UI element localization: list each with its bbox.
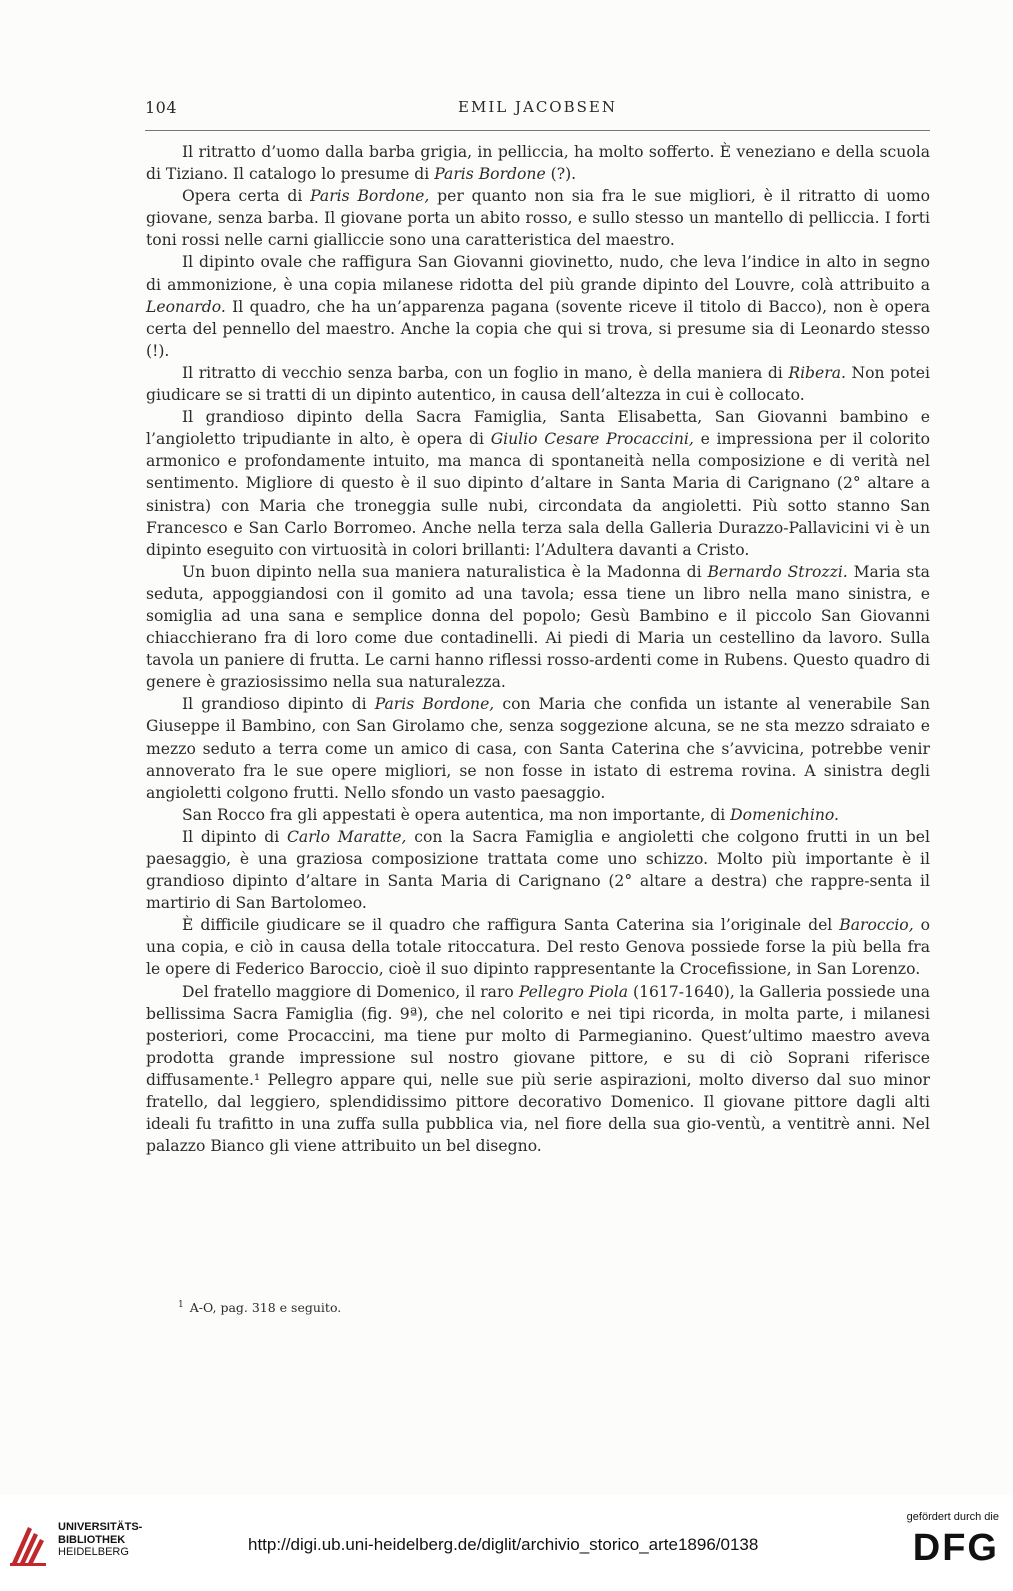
text-run: San Rocco fra gli appestati è opera autentica, ma non importante, di [182,805,731,824]
text-run: con Maria che confida un istante al venerabile San Giuseppe il Bambino, con San Girolamo che, senza soggezione alcuna, se ne sta mezzo sdraiato e mezzo seduto a terra come un amico di casa, con Santa Caterina che s’avvicina, potrebbe venir annoverato fra le sue opere migliori, se non fosse in istato di estrema rovina. A sinistra degli angioletti colgono frutti. Nello sfondo un vasto paesaggio. [146,695,930,802]
paragraph [146,406,930,561]
text-run: per quanto non sia fra le sue migliori, è il ritratto di uomo giovane, senza barba. Il giovane porta un abito rosso, e sullo stesso un mantello di pelliccia. I forti toni rossi nelle carni gialliccie sono una caratteristica del maestro. [146,187,930,250]
paragraph [146,804,930,826]
text-run: Il quadro, che ha un’apparenza pagana (sovente riceve il titolo di Bacco), non è opera certa del pennello del maestro. Anche la copia che qui si trova, si presume sia di Leonardo stesso (!). [146,297,930,360]
text-run: Il dipinto ovale che raffigura San Giovanni giovinetto, nudo, che leva l’indice in alto in segno di ammonizione, è una copia milanese ridotta del più grande dipinto del Louvre, colà attribuito a [146,253,930,294]
text-run: e impressiona per il colorito armonico e profondamente intuito, ma manca di spontaneità nella composizione e di verità nel sentimento. Migliore di questo è il suo dipinto d’altare in Santa Maria di Carignano (2° altare a sinistra) con Maria che troneggia sulle nubi, circondata da angioletti. Più sotto stanno San Francesco e San Carlo Borromeo. Anche nella terza sala della Galleria Durazzo-Pallavicini vi è un dipinto eseguito con virtuosità in colori brillanti: l’Adultera davanti a Cristo. [146,430,930,559]
text-run: Del fratello maggiore di Domenico, il raro [182,982,519,1001]
text-run: Il grandioso dipinto di [182,695,375,714]
library-logo-icon [8,1519,48,1567]
italic-name: Domenichino. [730,805,839,824]
text-run: Il ritratto d’uomo dalla barba grigia, in pelliccia, ha molto sofferto. È veneziano e della scuola di Tiziano. Il catalogo lo presume di [146,143,930,184]
text-run: Un buon dipinto nella sua maniera naturalistica è la Madonna di [182,562,708,581]
italic-name: Baroccio, [839,916,914,935]
library-name-line: UNIVERSITÄTS- [58,1521,143,1533]
digitization-footer [0,1495,1013,1591]
text-run: È difficile giudicare se il quadro che raffigura Santa Caterina sia l’originale del [182,916,840,935]
footnote-marker: 1 [178,1300,184,1310]
italic-name: Bernardo Strozzi. [707,562,848,581]
running-head: EMIL JACOBSEN [458,98,617,116]
italic-name: Leonardo. [146,297,226,316]
library-name-line: BIBLIOTHEK [58,1533,126,1546]
text-run: con la Sacra Famiglia e angioletti che colgono frutti in un bel paesaggio, è una graziosa composizione trattata come uno schizzo. Molto più importante è il grandioso dipinto d’altare in Santa Maria di Carignano (2° altare a destra) che rappre-senta il martirio di San Bartolomeo. [146,827,930,913]
text-run: Il ritratto di vecchio senza barba, con un foglio in mano, è della maniera di [182,363,789,382]
paragraph [146,981,930,1158]
dfg-logo: DFG [912,1527,999,1569]
italic-name: Pellegro Piola [518,982,629,1001]
paragraph [146,185,930,251]
paragraph [146,251,930,361]
italic-name: Paris Bordone, [374,695,495,714]
text-run: (1617-1640), la Galleria possiede una bellissima Sacra Famiglia (fig. 9ª), che nel colorito e nei tipi ricorda, in molta parte, i milanesi posteriori, come Procaccini, ma tiene pur molto di Parmegianino. Quest’ultimo maestro aveva prodotta grande impressione sul nostro giovane pittore, e su di ciò Soprani riferisce diffusamente.¹ Pellegro appare qui, nelle sue più serie aspirazioni, molto diverso dal suo minor fratello, dal leggiero, splendidissimo pittore decorativo Domenico. Il giovane pittore dagli alti ideali fu trafitto in una zuffa sulla pubblica via, nel fiore della sua gio-ventù, a ventitrè anni. Nel palazzo Bianco gli viene attribuito un bel disegno. [146,982,930,1156]
paragraph [146,693,930,803]
text-run: o una copia, e ciò in causa della totale ritoccatura. Del resto Genova possiede forse la più bella fra le opere di Federico Baroccio, cioè il suo dipinto rappresentante la Crocefissione, in San Lorenzo. [146,916,930,979]
body-text [146,141,930,1157]
italic-name: Ribera. [788,363,846,382]
paragraph [146,561,930,694]
text-run: Opera certa di [182,187,311,206]
header-rule [145,130,930,131]
paragraph [146,141,930,185]
italic-name: Paris Bordone [434,165,546,184]
italic-name: Carlo Maratte, [286,827,407,846]
page-header [145,98,930,122]
text-run: (?). [545,165,577,184]
text-run: Maria sta seduta, appoggiandosi con il gomito ad una tavola; essa tiene un libro nella mano sinistra, e somiglia ad una sana e semplice donna del popolo; Gesù Bambino e il piccolo San Giovanni chiacchierano fra di loro come due contadinelli. Ai piedi di Maria un cestellino da lavoro. Sulla tavola un paniere di frutta. Le carni hanno riflessi rosso-ardenti come in Rubens. Questo quadro di genere è graziosissimo nella sua naturalezza. [146,562,930,692]
funding-notice [889,1511,999,1569]
footnote [178,1296,341,1317]
library-name-line: HEIDELBERG [58,1546,129,1558]
paragraph [146,362,930,406]
footnote-text: A-O, pag. 318 e seguito. [189,1300,342,1316]
permalink-url[interactable]: http://digi.ub.uni-heidelberg.de/diglit/archivio_storico_arte1896/0138 [248,1535,759,1554]
paragraph [146,914,930,980]
library-name [58,1521,142,1559]
italic-name: Giulio Cesare Procaccini, [490,430,694,449]
funding-label: gefördert durch die [906,1511,999,1523]
text-run: Il grandioso dipinto della Sacra Famiglia, Santa Elisabetta, San Giovanni bambino e l’angioletto tripudiante in alto, è opera di [146,408,930,449]
paragraph [146,826,930,914]
page-number: 104 [145,98,178,117]
italic-name: Paris Bordone, [310,187,430,206]
text-run: Non potei giudicare se si tratti di un dipinto autentico, in causa dell’altezza in cui è collocato. [146,363,930,405]
text-run: Il dipinto di [182,827,287,846]
